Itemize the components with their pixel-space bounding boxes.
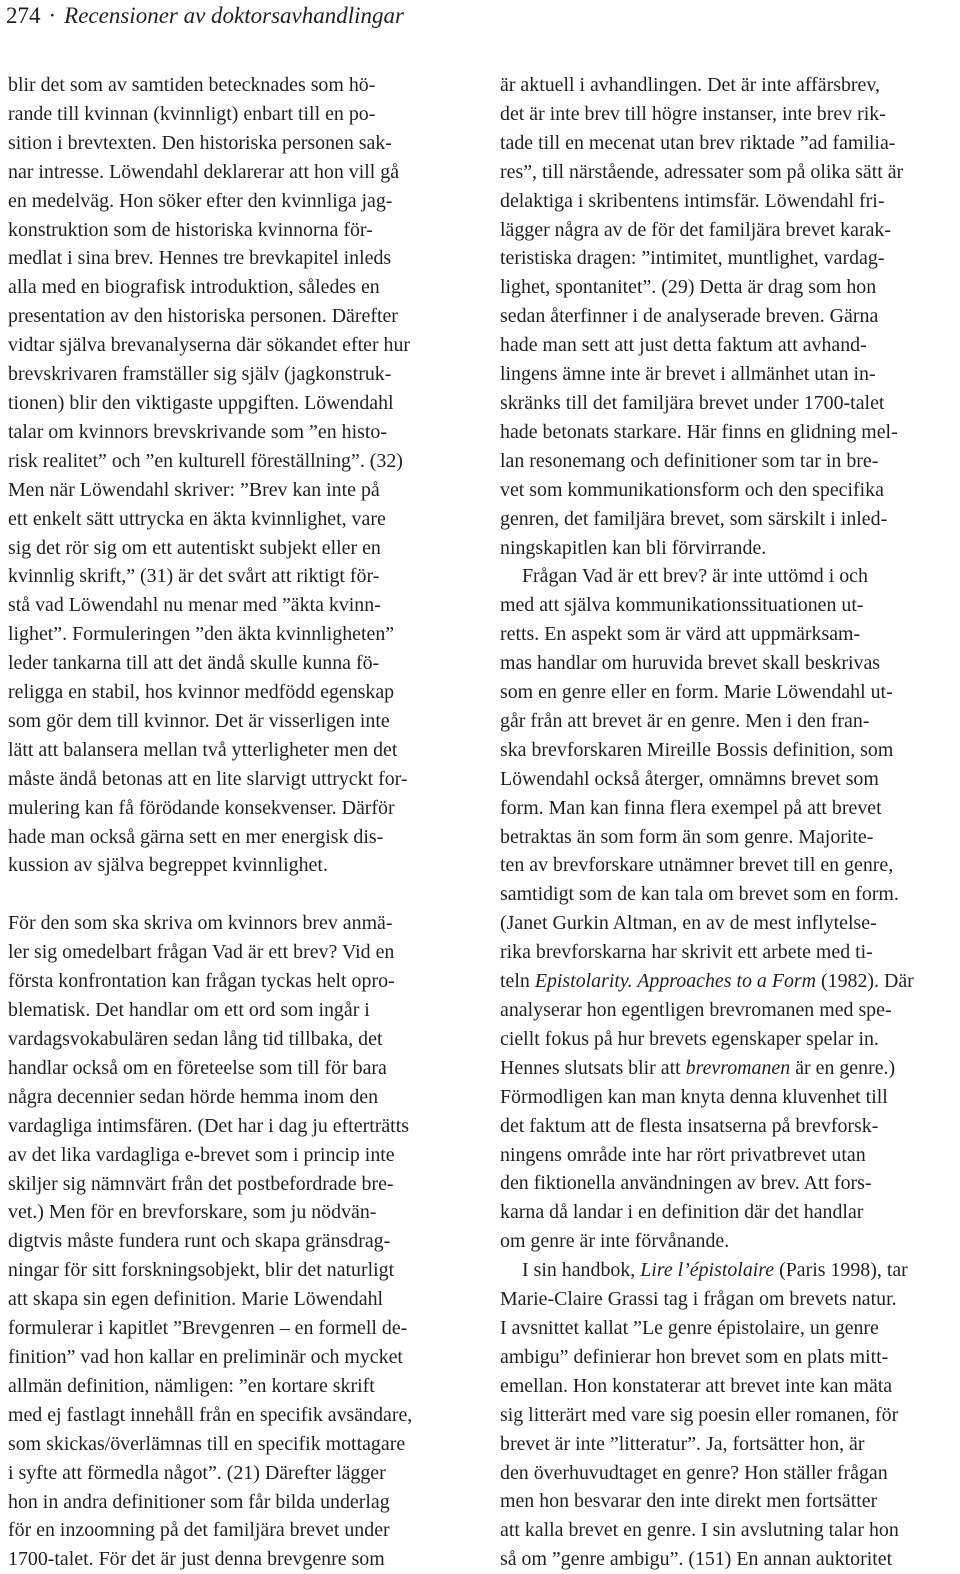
- cited-title: Epistolarity. Approaches to a Form: [534, 970, 817, 993]
- text-line: skiljer sig nämnvärt från det postbefordrade bre-: [8, 1172, 394, 1195]
- text-line: lätt att balansera mellan två ytterligheter men det: [8, 738, 398, 761]
- text-line: lingens ämne inte är brevet i allmänhet utan in-: [500, 363, 876, 386]
- text-line: karna då landar i en definition där det handlar: [500, 1201, 864, 1224]
- text-line: ler sig omedelbart frågan Vad är ett brev? Vid en: [8, 941, 395, 964]
- text-line: retts. En aspekt som är värd att uppmärksam-: [500, 623, 861, 646]
- text-line: som skickas/överlämnas till en specifik mottagare: [8, 1432, 406, 1455]
- text-line: (Janet Gurkin Altman, en av de mest inflytelse-: [500, 912, 877, 935]
- text-line: av det lika vardagliga e-brevet som i princip inte: [8, 1143, 395, 1166]
- text-line: lan resonemang och definitioner som tar in bre-: [500, 449, 879, 472]
- text-line: formulerar i kapitlet ”Brevgenren – en formell de-: [8, 1317, 408, 1340]
- text-line: konstruktion som de historiska kvinnorna för-: [8, 218, 373, 241]
- text-line: ten av brevforskare utnämner brevet till en genre,: [500, 854, 894, 877]
- text-line: medlat i sina brev. Hennes tre brevkapitel inleds: [8, 247, 392, 270]
- left-paragraph-1: [8, 71, 456, 880]
- text-line: Hennes slutsats blir att brevromanen är en genre.): [500, 1056, 896, 1079]
- page-number: 274: [6, 3, 41, 28]
- text-line: teln Epistolarity. Approaches to a Form (1982). Där: [500, 970, 914, 993]
- right-paragraph-2: [500, 562, 948, 1256]
- emphasized-term: brevromanen: [685, 1056, 791, 1079]
- text-line: hade betonats starkare. Här finns en glidning mel-: [500, 420, 898, 443]
- running-title: Recensioner av doktorsavhandlingar: [64, 3, 404, 28]
- text-line: ningens område inte har rört privatbrevet utan: [500, 1143, 866, 1166]
- text-line: vet.) Men för en brevforskare, som ju nödvän-: [8, 1201, 377, 1224]
- text-line: mas handlar om huruvida brevet skall beskrivas: [500, 652, 881, 675]
- text-line: 1700-talet. För det är just denna brevgenre som: [8, 1548, 385, 1571]
- text-line: i syfte att förmedla något”. (21) Därefter lägger: [8, 1461, 386, 1484]
- text-line: nar intresse. Löwendahl deklarerar att hon vill gå: [8, 160, 400, 183]
- text-line: sedan återfinner i de analyserade breven. Gärna: [500, 305, 879, 328]
- left-paragraph-2: [8, 909, 456, 1574]
- text-line: I avsnittet kallat ”Le genre épistolaire, un genre: [500, 1316, 879, 1339]
- text-line: som en genre eller en form. Marie Löwendahl ut-: [500, 681, 893, 704]
- text-line: hon in andra definitioner som får bilda underlag: [8, 1490, 390, 1513]
- text-line: För den som ska skriva om kvinnors brev anmä-: [8, 912, 393, 935]
- text-line: som gör dem till kvinnor. Det är visserligen inte: [8, 709, 390, 732]
- text-line: vardagsvokabulären sedan lång tid tillbaka, det: [8, 1028, 383, 1050]
- text-line: Frågan Vad är ett brev? är inte uttömd i och: [522, 565, 868, 588]
- text-line: är aktuell i avhandlingen. Det är inte affärsbrev,: [500, 74, 880, 96]
- right-column: [500, 71, 948, 1574]
- text-line: Marie-Claire Grassi tag i frågan om brevets natur.: [500, 1288, 897, 1311]
- text-line: delaktiga i skribentens intimsfär. Löwendahl fri-: [500, 189, 885, 212]
- text-line: brevet är inte ”litteratur”. Ja, fortsätter hon, är: [500, 1432, 865, 1455]
- text-line: ska brevforskaren Mireille Bossis definition, som: [500, 738, 894, 761]
- text-line: blir det som av samtiden betecknades som hö-: [8, 74, 376, 96]
- text-line: en medelväg. Hon söker efter den kvinnliga jag-: [8, 189, 393, 212]
- text-line: vet som kommunikationsform och den specifika: [500, 478, 884, 501]
- text-line: ningskapitlen kan bli förvirrande.: [500, 536, 767, 559]
- text-line: emellan. Hon konstaterar att brevet inte kan mäta: [500, 1374, 893, 1397]
- text-line: res”, till närstående, adressater som på olika sätt är: [500, 160, 904, 183]
- text-line: sition i brevtexten. Den historiska personen sak-: [8, 131, 392, 154]
- text-line: det faktum att de flesta insatserna på brevforsk-: [500, 1114, 879, 1137]
- text-line: teristiska dragen: ”intimitet, muntlighet, vardag-: [500, 247, 885, 270]
- text-line: vardagliga intimsfären. (Det har i dag ju efterträtts: [8, 1114, 409, 1137]
- text-line: digtvis måste fundera runt och skapa gränsdrag-: [8, 1230, 391, 1253]
- text-line: går från att brevet är en genre. Men i den fran-: [500, 709, 870, 732]
- text-line: några decennier sedan hörde hemma inom den: [8, 1085, 379, 1108]
- text-line: sig det rör sig om ett autentiskt subjekt eller en: [8, 536, 381, 559]
- text-line: det är inte brev till högre instanser, inte brev rik-: [500, 102, 886, 125]
- text-line: tionen) blir den viktigaste uppgiften. Löwendahl: [8, 391, 394, 414]
- text-line: tade till en mecenat utan brev riktade ”ad familia-: [500, 131, 896, 154]
- text-line: blematisk. Det handlar om ett ord som ingår i: [8, 999, 370, 1022]
- text-line: så om ”genre ambigu”. (151) En annan auktoritet: [500, 1548, 893, 1571]
- text-line: alla med en biografisk introduktion, således en: [8, 276, 380, 299]
- text-line: kussion av själva begreppet kvinnlighet.: [8, 854, 328, 877]
- header-separator: ·: [48, 3, 57, 28]
- text-line: vidtar själva brevanalyserna där sökandet efter hur: [8, 334, 411, 357]
- right-paragraph-1: [500, 71, 948, 562]
- text-line: kvinnlig skrift,” (31) är det svårt att riktigt för-: [8, 565, 380, 588]
- text-line: brevskrivaren framställer sig själv (jagkonstruk-: [8, 363, 392, 386]
- text-line: Förmodligen kan man knyta denna kluvenhet till: [500, 1085, 888, 1108]
- text-line: stå vad Löwendahl nu menar med ”äkta kvinn-: [8, 594, 381, 617]
- text-line: betraktas än som form än som genre. Majorite-: [500, 825, 874, 848]
- text-line: första konfrontation kan frågan tyckas helt opro-: [8, 970, 395, 993]
- text-line: Löwendahl också återger, omnämns brevet som: [500, 767, 879, 790]
- text-line: samtidigt som de kan tala om brevet som en form.: [500, 883, 899, 906]
- text-line: religga en stabil, hos kvinnor medfödd egenskap: [8, 681, 395, 704]
- text-line: den fiktionella användningen av brev. Att fors-: [500, 1172, 872, 1195]
- text-line: rande till kvinnan (kvinnligt) enbart till en po-: [8, 102, 376, 125]
- text-line: risk realitet” och ”en kulturell föreställning”. (32): [8, 449, 403, 472]
- text-line: ett enkelt sätt uttrycka en äkta kvinnlighet, vare: [8, 507, 386, 530]
- text-line: men hon besvarar den inte direkt men fortsätter: [500, 1490, 878, 1513]
- text-line: ningar för sitt forskningsobjekt, blir det naturligt: [8, 1259, 395, 1282]
- text-line: handlar också om en företeelse som till för bara: [8, 1056, 387, 1079]
- right-paragraph-3: [500, 1256, 948, 1574]
- text-line: rika brevforskarna har skrivit ett arbete med ti-: [500, 941, 873, 964]
- text-line: analyserar hon egentligen brevromanen med spe-: [500, 999, 892, 1021]
- text-line: ciellt fokus på hur brevets egenskaper spelar in.: [500, 1027, 879, 1050]
- text-line: ambigu” definierar hon brevet som en plats mitt-: [500, 1345, 889, 1368]
- text-line: med att själva kommunikationssituationen ut-: [500, 594, 864, 617]
- text-line: hade man sett att just detta faktum att avhand-: [500, 334, 867, 357]
- text-line: presentation av den historiska personen. Därefter: [8, 305, 398, 328]
- left-column: [8, 71, 456, 1574]
- text-line: att kalla brevet en genre. I sin avslutning talar hon: [500, 1519, 899, 1542]
- text-line: I sin handbok, Lire l’épistolaire (Paris 1998), tar: [522, 1259, 908, 1282]
- text-line: lighet, spontanitet”. (29) Detta är drag som hon: [500, 276, 877, 299]
- text-line: mulering kan få förödande konsekvenser. Därför: [8, 796, 395, 819]
- text-line: måste ändå betonas att en lite slarvigt uttryckt for-: [8, 767, 408, 790]
- cited-title: Lire l’épistolaire: [640, 1259, 775, 1282]
- text-line: lighet”. Formuleringen ”den äkta kvinnligheten”: [8, 623, 395, 646]
- text-line: att skapa sin egen definition. Marie Löwendahl: [8, 1288, 384, 1311]
- text-line: Men när Löwendahl skriver: ”Brev kan inte på: [8, 478, 380, 501]
- text-line: för en inzoomning på det familjära brevet under: [8, 1519, 390, 1542]
- text-line: skränks till det familjära brevet under 1700-talet: [500, 391, 885, 414]
- text-line: hade man också gärna sett en mer energisk dis-: [8, 825, 384, 848]
- text-line: den överhuvudtaget en genre? Hon ställer frågan: [500, 1461, 888, 1484]
- text-line: finition” vad hon kallar en preliminär och mycket: [8, 1345, 403, 1368]
- text-line: allmän definition, nämligen: ”en kortare skrift: [8, 1374, 375, 1397]
- text-line: med ej fastlagt innehåll från en specifik avsändare,: [8, 1403, 413, 1426]
- text-line: sig litterärt med vare sig poesin eller romanen, för: [500, 1403, 899, 1426]
- text-line: form. Man kan finna flera exempel på att brevet: [500, 796, 882, 819]
- text-line: lägger några av de för det familjära brevet karak-: [500, 218, 891, 241]
- text-line: om genre är inte förvånande.: [500, 1230, 730, 1253]
- text-line: talar om kvinnors brevskrivande som ”en histo-: [8, 420, 387, 443]
- running-head: [6, 2, 404, 30]
- text-line: leder tankarna till att det ändå skulle kunna fö-: [8, 652, 380, 675]
- text-line: genren, det familjära brevet, som särskilt i inled-: [500, 507, 888, 530]
- section-gap: [8, 880, 456, 909]
